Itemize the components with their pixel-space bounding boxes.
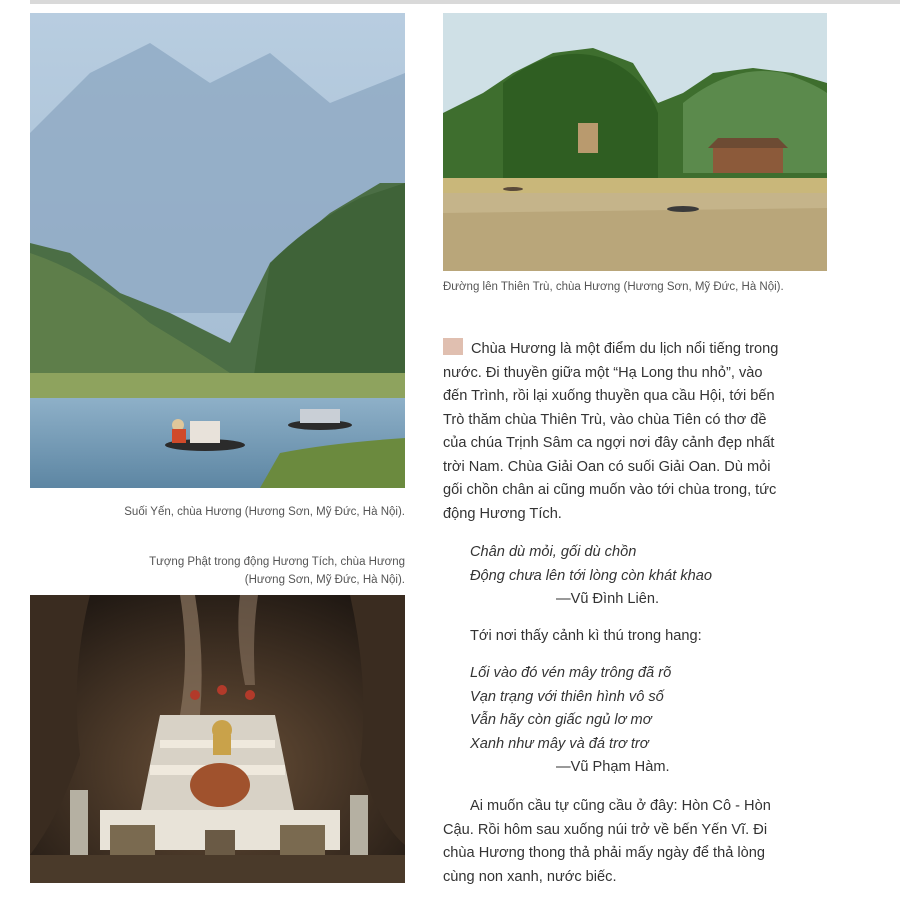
top-rule (30, 0, 900, 4)
poem-2 (470, 662, 671, 780)
poem-1-line: Động chưa lên tới lòng còn khát khao (470, 567, 712, 584)
caption-suoi-yen: Suối Yến, chùa Hương (Hương Sơn, Mỹ Đức, Hà Nội). (124, 506, 405, 518)
drop-block (443, 338, 463, 355)
poem-1-line: Chân dù mỏi, gối dù chồn (470, 544, 637, 560)
paragraph-3-line: cùng non xanh, nước biếc. (443, 868, 617, 885)
caption-tuong-phat-line1: Tượng Phật trong động Hương Tích, chùa Hương (149, 556, 405, 568)
paragraph-3-line: chùa Hương thong thả phải mấy ngày để thả lòng (443, 845, 765, 861)
paragraph-3-line: Ai muốn cầu tự cũng cầu ở đây: Hòn Cô - Hòn (470, 798, 771, 814)
paragraph-1-line: động Hương Tích. (443, 505, 562, 522)
poem-2-line: Vạn trạng với thiên hình vô số (470, 688, 664, 705)
poem-2-intro: Tới nơi thấy cảnh kì thú trong hang: (470, 628, 702, 644)
poem-2-line: Lối vào đó vén mây trông đã rõ (470, 665, 672, 681)
paragraph-1-line: Trò thăm chùa Thiên Trù, vào chùa Tiên có thơ đề (443, 411, 767, 428)
photo-suoi-yen (30, 13, 405, 488)
paragraph-1-line: gối chồn chân ai cũng muốn vào tới chùa trong, tức (443, 482, 777, 498)
paragraph-1-line: trời Nam. Chùa Giải Oan có suối Giải Oan. Dù mỏi (443, 458, 771, 475)
poem-2-author: —Vũ Phạm Hàm. (556, 759, 670, 775)
poem-1 (470, 541, 712, 612)
poem-2-line: Xanh như mây và đá trơ trơ (470, 735, 649, 752)
paragraph-1-line: đến Trình, rồi lại xuống thuyền qua cầu Hội, tới bến (443, 388, 775, 404)
caption-thien-tru: Đường lên Thiên Trù, chùa Hương (Hương Sơn, Mỹ Đức, Hà Nội). (443, 281, 784, 293)
paragraph-1 (443, 338, 883, 526)
paragraph-1-line: nước. Đi thuyền giữa một “Hạ Long thu nhỏ”, vào (443, 364, 763, 381)
photo-tuong-phat (30, 595, 405, 883)
paragraph-3-line: Cậu. Rồi hôm sau xuống núi trở về bến Yến Vĩ. Đi (443, 821, 768, 838)
poem-2-line: Vẫn hãy còn giấc ngủ lơ mơ (470, 712, 652, 728)
poem-1-author: —Vũ Đình Liên. (556, 591, 660, 607)
paragraph-1-line: của chúa Trịnh Sâm ca ngợi nơi đây cảnh đẹp nhất (443, 435, 775, 451)
caption-tuong-phat-line2: (Hương Sơn, Mỹ Đức, Hà Nội). (244, 574, 405, 586)
paragraph-1-line: Chùa Hương là một điểm du lịch nổi tiếng trong (443, 338, 883, 362)
caption-tuong-phat (30, 553, 405, 589)
photo-thien-tru (443, 13, 827, 271)
paragraph-3 (443, 795, 883, 889)
